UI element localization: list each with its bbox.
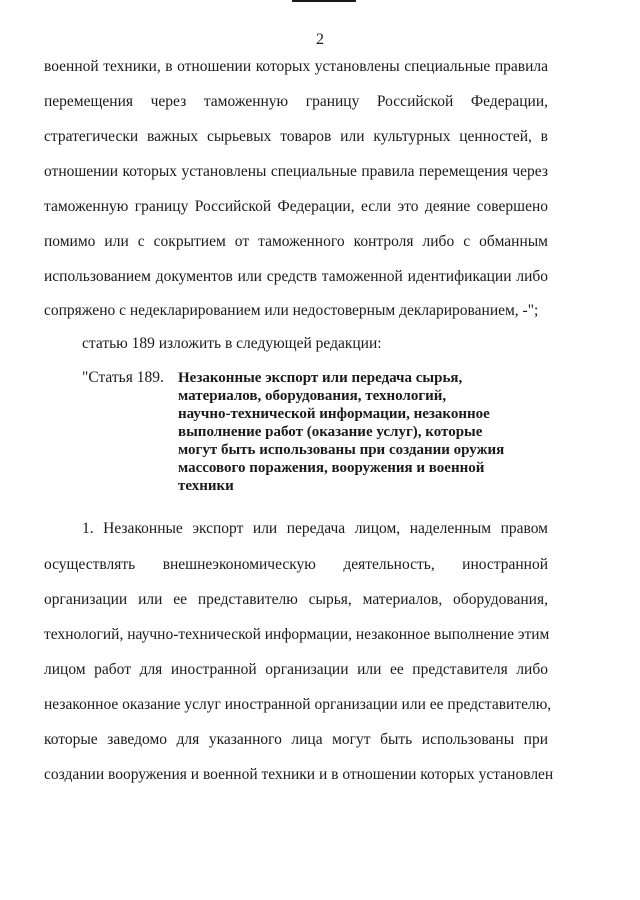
article-title-line: Незаконные экспорт или передача сырья, — [178, 370, 463, 386]
paragraph-1-line: стратегически важных сырьевых товаров или культурных ценностей, в — [44, 128, 548, 145]
article-title-line: могут быть использованы при создании оружия — [178, 442, 505, 458]
paragraph-1-line: помимо или с сокрытием от таможенного контроля либо с обманным — [44, 233, 548, 250]
article-title-line: массового поражения, вооружения и военной — [178, 460, 485, 476]
part-1-line: лицом работ для иностранной организации или ее представителя либо — [44, 661, 548, 678]
top-rule — [292, 0, 356, 2]
paragraph-1-line: сопряжено с недекларированием или недостоверным декларированием, -"; — [44, 302, 539, 319]
article-title-line: научно-технической информации, незаконное — [178, 406, 490, 422]
paragraph-1-line: отношении которых установлены специальные правила перемещения через — [44, 163, 548, 180]
page-number: 2 — [316, 31, 324, 48]
part-1-line: технологий, научно-технической информации, незаконное выполнение этим — [44, 626, 550, 643]
paragraph-1-line: военной техники, в отношении которых установлены специальные правила — [44, 58, 548, 75]
part-1-line: которые заведомо для указанного лица могут быть использованы при — [44, 731, 548, 748]
part-1-line: организации или ее представителю сырья, материалов, оборудования, — [44, 591, 548, 608]
paragraph-1-line: таможенную границу Российской Федерации, если это деяние совершено — [44, 198, 548, 215]
article-title-line: выполнение работ (оказание услуг), которые — [178, 424, 483, 440]
part-1-line: осуществлять внешнеэкономическую деятельность, иностранной — [44, 556, 548, 573]
article-title-line: материалов, оборудования, технологий, — [178, 388, 447, 404]
part-1-line: 1. Незаконные экспорт или передача лицом, наделенным правом — [82, 520, 548, 537]
article-title-line: техники — [178, 478, 234, 494]
instruction-text: статью 189 изложить в следующей редакции: — [82, 335, 382, 352]
paragraph-1-line: использованием документов или средств таможенной идентификации либо — [44, 268, 548, 285]
part-1-line: создании вооружения и военной техники и в отношении которых установлен — [44, 766, 554, 783]
article-label: "Статья 189. — [82, 369, 164, 386]
part-1-line: незаконное оказание услуг иностранной организации или ее представителю, — [44, 696, 552, 713]
paragraph-1-line: перемещения через таможенную границу Российской Федерации, — [44, 93, 548, 110]
